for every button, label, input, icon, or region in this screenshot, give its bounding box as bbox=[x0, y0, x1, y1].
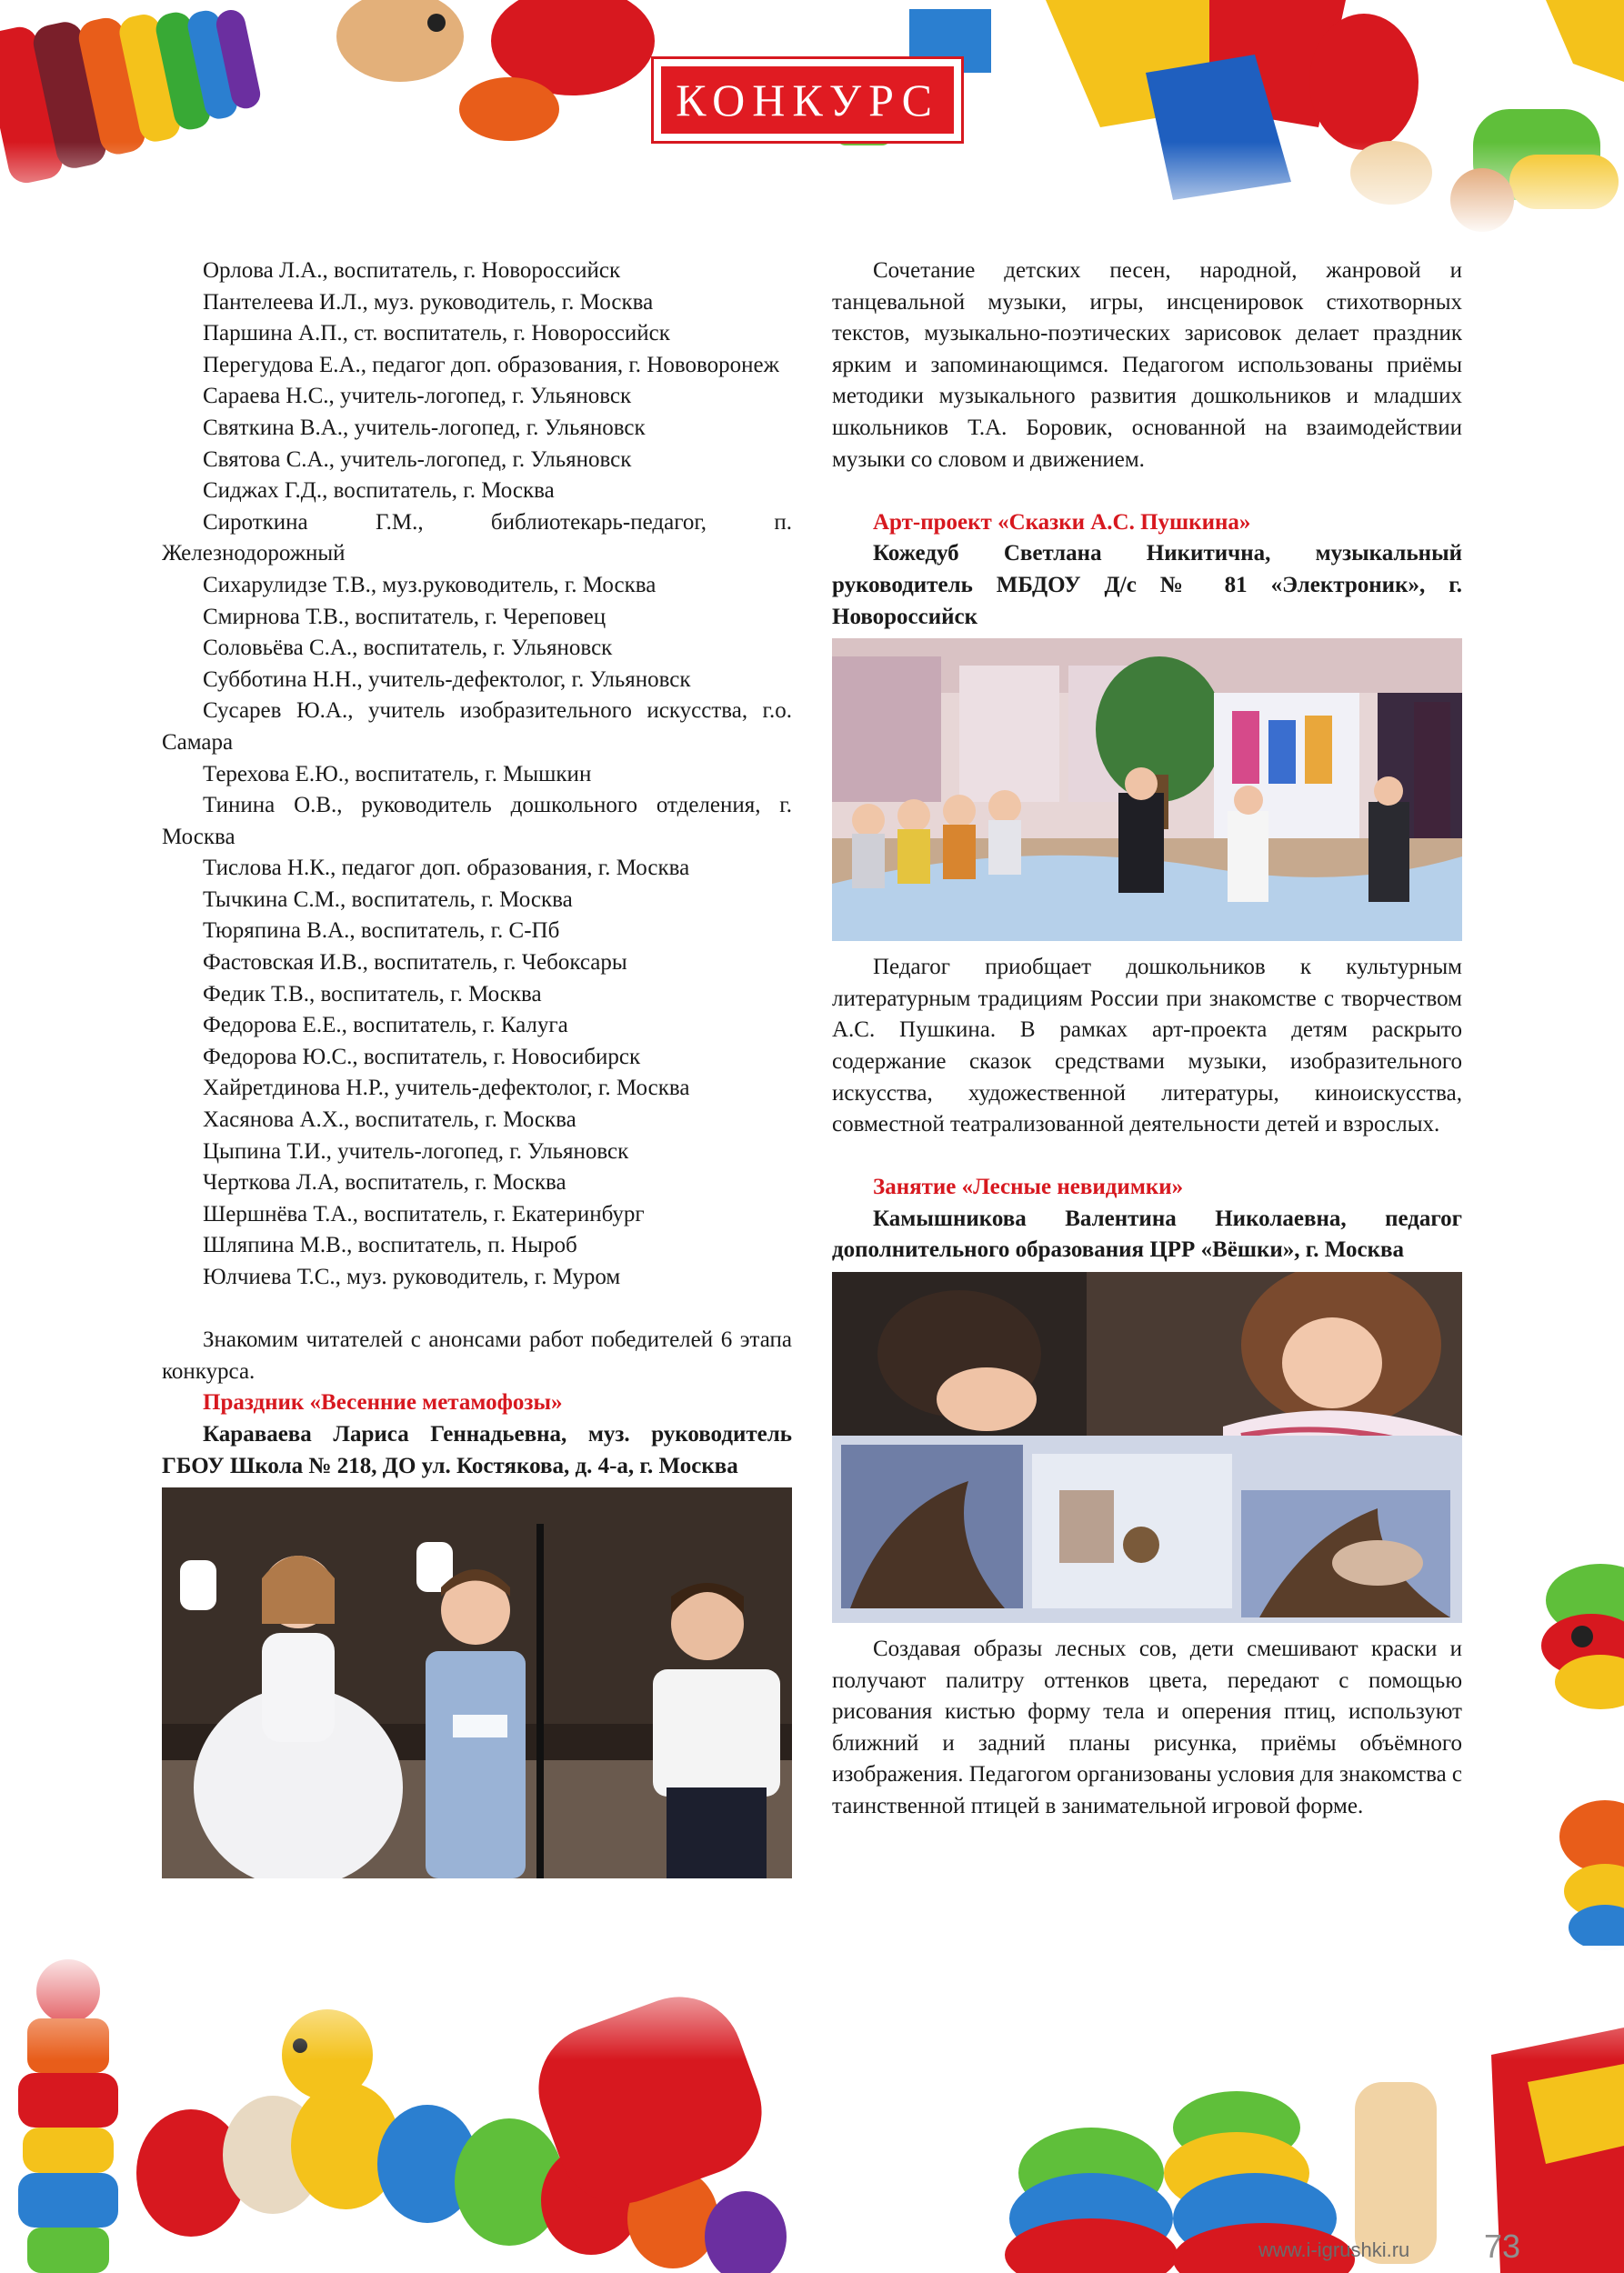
winner-entry: Тюряпина В.А., воспитатель, г. С-Пб bbox=[203, 918, 560, 944]
winners-list bbox=[162, 255, 792, 1294]
winner-entry: Сироткина Г.М., библиотекарь-педагог, п. Железнодорожный bbox=[162, 509, 792, 566]
winner-entry: Сараева Н.С., учитель-логопед, г. Ульяновск bbox=[203, 384, 632, 409]
footer-website: www.i-igrushki.ru bbox=[1258, 2238, 1410, 2261]
winner-entry: Цыпина Т.И., учитель-логопед, г. Ульяновск bbox=[203, 1138, 629, 1164]
project2-title: Арт-проект «Сказки А.С. Пушкина» bbox=[873, 509, 1251, 535]
project1-author: Караваева Лариса Геннадьевна, муз. руководитель ГБОУ Школа № 218, ДО ул. Костякова, д. 4-а, г. Москва bbox=[162, 1421, 792, 1478]
project2-photo bbox=[832, 638, 1462, 941]
winner-entry: Юлчиева Т.С., муз. руководитель, г. Муром bbox=[203, 1265, 621, 1289]
winner-entry: Перегудова Е.А., педагог доп. образования, г. Нововоронеж bbox=[203, 352, 779, 377]
side-toy-decoration bbox=[1491, 1546, 1624, 2000]
page-number: 73 bbox=[1484, 2228, 1521, 2265]
project2-author: Кожедуб Светлана Никитична, музыкальный руководитель МБДОУ Д/с № 81 «Электроник», г. Новороссийск bbox=[832, 541, 1462, 629]
winner-entry: Федорова Ю.С., воспитатель, г. Новосибирск bbox=[203, 1044, 641, 1069]
winner-entry: Фастовская И.В., воспитатель, г. Чебоксары bbox=[203, 950, 627, 976]
right-column bbox=[832, 255, 1462, 1823]
winner-entry: Орлова Л.А., воспитатель, г. Новороссийск bbox=[203, 258, 621, 283]
section-title: КОНКУРС bbox=[661, 66, 954, 134]
left-column bbox=[162, 255, 792, 1889]
winner-entry: Тинина О.В., руководитель дошкольного отделения, г. Москва bbox=[162, 793, 792, 849]
winner-entry: Смирнова Т.В., воспитатель, г. Череповец bbox=[203, 604, 606, 629]
winner-entry: Тислова Н.К., педагог доп. образования, г. Москва bbox=[203, 856, 690, 881]
intro-paragraph: Знакомим читателей с анонсами работ победителей 6 этапа конкурса. bbox=[162, 1327, 792, 1384]
winner-entry: Святкина В.А., учитель-логопед, г. Ульяновск bbox=[203, 415, 646, 440]
project1-description: Сочетание детских песен, народной, жанровой и танцевальной музыки, игры, инсценировок стихотворных текстов, музыкально-поэтических зарисовок делает праздник ярким и запоминающимся. Педагогом использованы приёмы методики музыкального развития дошкольников и младших школьников Т.А. Боровик, основанной на взаимодействии музыки со словом и движением. bbox=[832, 258, 1462, 472]
project1-photo bbox=[162, 1487, 792, 1878]
section-badge bbox=[651, 56, 964, 144]
winner-entry: Святова С.А., учитель-логопед, г. Ульяновск bbox=[203, 446, 632, 472]
winner-entry: Хасянова А.Х., воспитатель, г. Москва bbox=[203, 1107, 576, 1133]
winner-entry: Тычкина С.М., воспитатель, г. Москва bbox=[203, 886, 573, 912]
winner-entry: Федик Т.В., воспитатель, г. Москва bbox=[203, 981, 542, 1006]
project2-description: Педагог приобщает дошкольников к культурным литературным традициям России при знакомстве с творчеством А.С. Пушкина. В рамках арт-проекта детям раскрыто содержание сказок средствами музыки, изобразительного искусства, художественной литературы, киноискусства, совместной театрализованной деятельности детей и взрослых. bbox=[832, 955, 1462, 1137]
winner-entry: Сихарулидзе Т.В., муз.руководитель, г. Москва bbox=[203, 572, 657, 597]
project3-author: Камышникова Валентина Николаевна, педагог дополнительного образования ЦРР «Вёшки», г. Москва bbox=[832, 1206, 1462, 1263]
bottom-toy-decoration bbox=[0, 1946, 1624, 2273]
winner-entry: Шершнёва Т.А., воспитатель, г. Екатеринбург bbox=[203, 1201, 645, 1227]
winner-entry: Субботина Н.Н., учитель-дефектолог, г. Ульяновск bbox=[203, 666, 691, 692]
project1-title: Праздник «Весенние метамофозы» bbox=[203, 1390, 563, 1416]
winner-entry: Черткова Л.А, воспитатель, г. Москва bbox=[203, 1170, 566, 1196]
winner-entry: Шляпина М.В., воспитатель, п. Ныроб bbox=[203, 1233, 577, 1258]
winner-entry: Пантелеева И.Л., муз. руководитель, г. Москва bbox=[203, 289, 654, 315]
winner-entry: Соловьёва С.А., воспитатель, г. Ульяновск bbox=[203, 636, 613, 661]
winner-entry: Паршина А.П., ст. воспитатель, г. Новороссийск bbox=[203, 321, 670, 346]
winner-entry: Хайретдинова Н.Р., учитель-дефектолог, г. Москва bbox=[203, 1076, 690, 1101]
winner-entry: Сусарев Ю.А., учитель изобразительного искусства, г.о. Самара bbox=[162, 698, 792, 755]
project3-title: Занятие «Лесные невидимки» bbox=[873, 1175, 1184, 1200]
project3-description: Создавая образы лесных сов, дети смешивают краски и получают палитру оттенков цвета, передают с помощью рисования кистью форму тела и оперения птиц, используют ближний и задний планы рисунка, приёмы объёмного изображения. Педагогом организованы условия для знакомства с таинственной птицей в занимательной игровой форме. bbox=[832, 1637, 1463, 1819]
winner-entry: Терехова Е.Ю., воспитатель, г. Мышкин bbox=[203, 761, 592, 786]
winner-entry: Сиджах Г.Д., воспитатель, г. Москва bbox=[203, 478, 555, 504]
project3-photo bbox=[832, 1272, 1462, 1623]
winner-entry: Федорова Е.Е., воспитатель, г. Калуга bbox=[203, 1013, 568, 1038]
